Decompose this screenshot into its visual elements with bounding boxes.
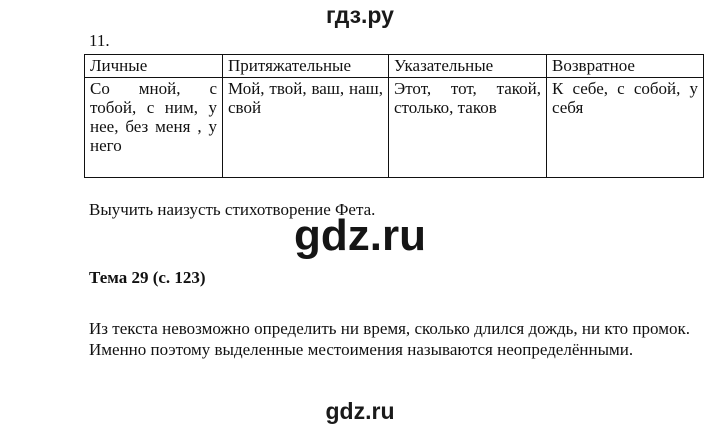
cell-possessive: Мой, твой, ваш, наш, свой xyxy=(223,78,389,178)
header-personal: Личные xyxy=(85,55,223,78)
topic-heading: Тема 29 (с. 123) xyxy=(89,268,206,287)
table-row xyxy=(85,78,704,178)
header-possessive: Притяжательные xyxy=(223,55,389,78)
cell-demonstrative: Этот, тот, такой, столько, таков xyxy=(389,78,547,178)
watermark-top: гдз.ру xyxy=(326,2,394,28)
header-reflexive: Возвратное xyxy=(547,55,704,78)
header-demonstrative: Указательные xyxy=(389,55,547,78)
watermark-middle: gdz.ru xyxy=(294,211,426,260)
task-number: 11. xyxy=(89,31,110,50)
table-header-row xyxy=(85,55,704,78)
pronoun-table xyxy=(84,54,704,178)
watermark-bottom: gdz.ru xyxy=(325,398,395,424)
cell-reflexive: К себе, с собой, у себя xyxy=(547,78,704,178)
assignment-text: Выучить наизусть стихотворение Фета. xyxy=(89,200,376,219)
cell-personal: Со мной, с тобой, с ним, у нее, без меня , у него xyxy=(85,78,223,178)
answer-paragraph: Из текста невозможно определить ни время, сколько длился дождь, ни кто промок. Именно поэтому выделенные местоимения называются неопределёнными. xyxy=(89,319,690,359)
